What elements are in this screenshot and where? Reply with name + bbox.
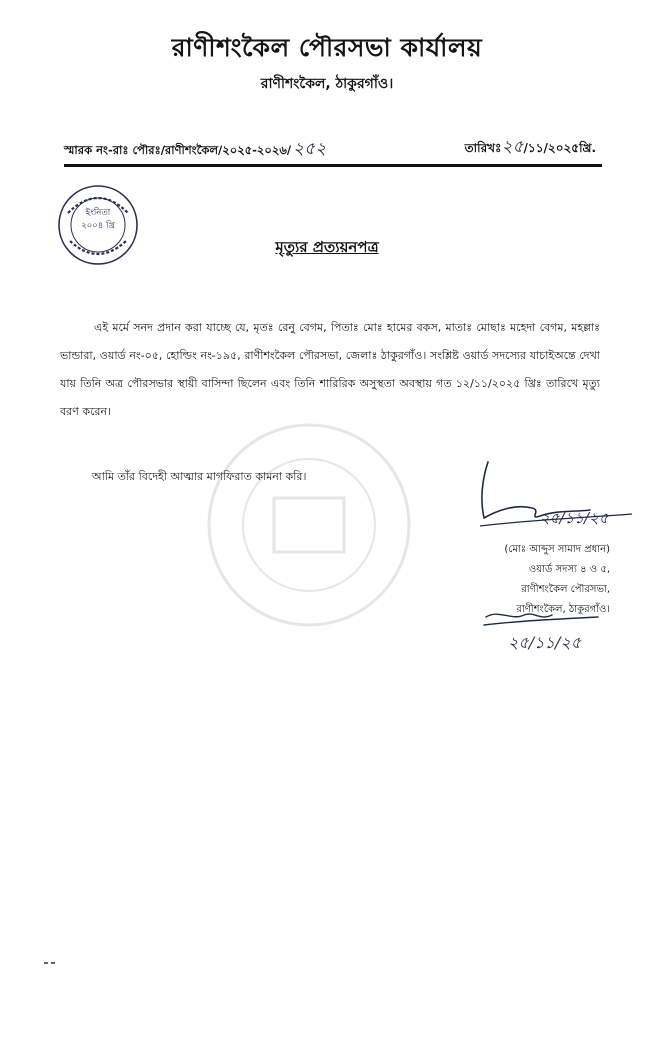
signature-date: ২৫/১১/২৫ [540, 509, 609, 527]
signatory-name: (মোঃ আব্দুস সামাদ প্রধান) [504, 544, 610, 555]
scan-artifact [44, 962, 56, 964]
seal-watermark [204, 420, 414, 630]
header-divider [64, 164, 602, 167]
memo-number: ২৫২ [293, 139, 327, 159]
seal-line-2: ২০০৪ খ্রি [81, 221, 115, 231]
signatory-designation: ওয়ার্ড সদস্য ৪ ও ৫, [528, 564, 610, 575]
office-address: রাণীশংকৈল, ঠাকুরগাঁও। [260, 76, 394, 92]
seal-text [56, 207, 140, 233]
closing-prayer: আমি তাঁর বিদেহী আত্মার মাগফিরাত কামনা করি। [92, 470, 307, 483]
certificate-body: এই মর্মে সনদ প্রদান করা যাচ্ছে যে, মৃতঃ রেনু বেগম, পিতাঃ মোঃ হামের বকস, মাতাঃ মোছাঃ মহেদা বেগম, মহল্লাঃ ভান্ডারা, ওয়ার্ড নং-০৫, হোল্ডিং নং-১৯৫, রাণীশংকৈল পৌরসভা, জেলাঃ ঠাকুরগাঁও। সংশ্লিষ্ট ওয়ার্ড সদস্যের যাচাইঅন্তে দেখা যায় তিনি অত্র পৌরসভার স্থায়ী বাসিন্দা ছিলেন এবং তিনি শারিরিক অসুস্থতা অবস্থায় গত ১২/১১/২০২৫ খ্রিঃ তারিখে মৃত্যু বরণ করেন। [60, 321, 600, 418]
memo-reference [64, 136, 326, 164]
seal-line-1: ইংনিতা [85, 208, 111, 218]
office-title: রাণীশংকৈল পৌরসভা কার্যালয় [171, 33, 483, 62]
date-label: তারিখঃ [464, 141, 502, 155]
signatory-office: রাণীশংকৈল পৌরসভা, [521, 584, 610, 595]
document-heading-wrap [0, 236, 654, 261]
issue-date [465, 134, 596, 162]
countersignature-date: ২৫/১১/২৫ [508, 633, 582, 652]
memo-label: স্মারক নং-রাঃ পৌরঃ/রাণীশংকৈল/২০২৫-২০২৬/ [64, 143, 292, 157]
signatory-location: রাণীশংকৈল, ঠাকুরগাঁও। [516, 604, 610, 615]
document-heading: মৃত্যুর প্রত্যয়নপত্র [275, 238, 379, 256]
date-day: ২৫ [501, 137, 524, 157]
date-rest: /১১/২০২৫খ্রি. [523, 141, 596, 155]
